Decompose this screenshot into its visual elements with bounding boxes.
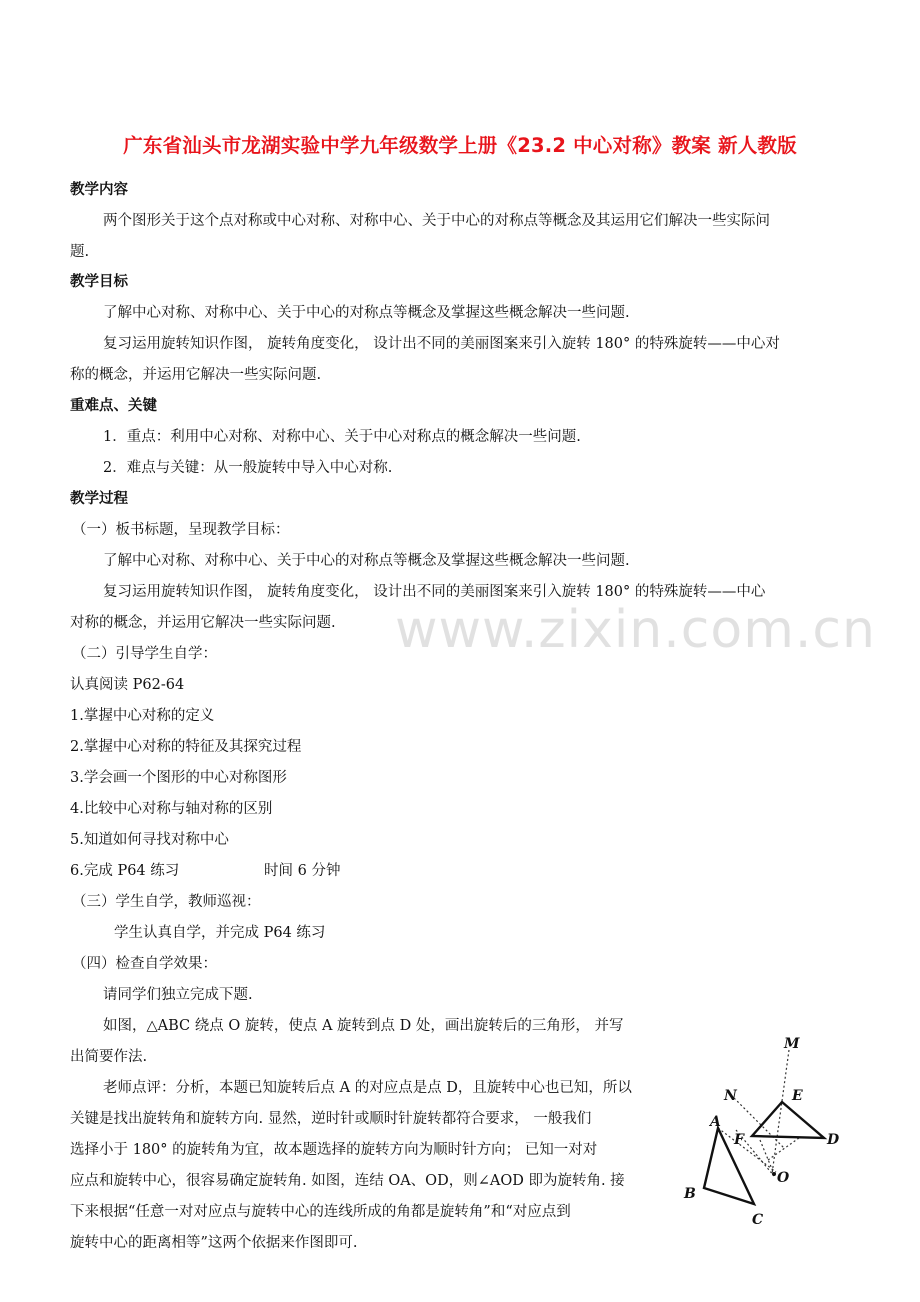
triangle-abc bbox=[704, 1128, 754, 1204]
paragraph-line: 旋转中心的距离相等”这两个依据来作图即可. bbox=[70, 1235, 358, 1251]
list-item: 6.完成 P64 练习 bbox=[70, 863, 180, 879]
paragraph-line: 学生认真自学，并完成 P64 练习 bbox=[114, 925, 326, 941]
paragraph-line: 两个图形关于这个点对称或中心对称、对称中心、关于中心的对称点等概念及其运用它们解决一些实际问 bbox=[103, 213, 770, 229]
paragraph-line: 2．难点与关键：从一般旋转中导入中心对称. bbox=[103, 460, 393, 476]
step-title: （二）引导学生自学： bbox=[72, 646, 217, 662]
list-item: 1.掌握中心对称的定义 bbox=[70, 708, 215, 724]
time-note: 时间 6 分钟 bbox=[264, 863, 341, 879]
list-item: 3.学会画一个图形的中心对称图形 bbox=[70, 770, 287, 786]
heading-teaching-content: 教学内容 bbox=[70, 182, 128, 198]
paragraph-line: 选择小于 180° 的旋转角为宜，故本题选择的旋转方向为顺时针方向； 已知一对对 bbox=[70, 1142, 598, 1158]
point-o bbox=[772, 1172, 776, 1176]
heading-teaching-goals: 教学目标 bbox=[70, 274, 128, 290]
paragraph-line: 如图，△ABC 绕点 O 旋转，使点 A 旋转到点 D 处，画出旋转后的三角形， 并写 bbox=[103, 1018, 624, 1034]
list-item: 4.比较中心对称与轴对称的区别 bbox=[70, 801, 273, 817]
list-item: 5.知道如何寻找对称中心 bbox=[70, 832, 229, 848]
heading-teaching-process: 教学过程 bbox=[70, 491, 128, 507]
paragraph-line: 了解中心对称、对称中心、关于中心的对称点等概念及掌握这些概念解决一些问题. bbox=[103, 305, 630, 321]
label-o: O bbox=[777, 1170, 790, 1186]
paragraph-line: 题. bbox=[70, 244, 90, 260]
step-title: （三）学生自学，教师巡视： bbox=[72, 894, 261, 910]
paragraph-line: 请同学们独立完成下题. bbox=[103, 987, 253, 1003]
heading-key-points: 重难点、关键 bbox=[70, 398, 157, 414]
step-title: （一）板书标题，呈现教学目标： bbox=[72, 522, 290, 538]
triangle-def bbox=[752, 1102, 824, 1138]
label-f: F bbox=[734, 1132, 744, 1148]
paragraph-line: 老师点评：分析，本题已知旋转后点 A 的对应点是点 D，且旋转中心也已知，所以 bbox=[103, 1080, 632, 1096]
paragraph-line: 认真阅读 P62-64 bbox=[70, 677, 185, 693]
label-n: N bbox=[724, 1088, 737, 1104]
paragraph-line: 对称的概念，并运用它解决一些实际问题. bbox=[70, 615, 336, 631]
paragraph-line: 关键是找出旋转角和旋转方向. 显然，逆时针或顺时针旋转都符合要求， 一般我们 bbox=[70, 1111, 592, 1127]
list-item: 2.掌握中心对称的特征及其探究过程 bbox=[70, 739, 302, 755]
paragraph-line: 下来根据“任意一对对应点与旋转中心的连线所成的角都是旋转角”和“对应点到 bbox=[70, 1204, 571, 1220]
paragraph-line: 1．重点：利用中心对称、对称中心、关于中心对称点的概念解决一些问题. bbox=[103, 429, 581, 445]
label-c: C bbox=[752, 1212, 764, 1228]
label-d: D bbox=[827, 1132, 840, 1148]
paragraph-line: 复习运用旋转知识作图， 旋转角度变化， 设计出不同的美丽图案来引入旋转 180° 的特殊旋转——中心 bbox=[103, 584, 766, 600]
paragraph-line: 应点和旋转中心，很容易确定旋转角. 如图，连结 OA、OD，则∠AOD 即为旋转角. 接 bbox=[70, 1173, 625, 1189]
paragraph-line: 复习运用旋转知识作图， 旋转角度变化， 设计出不同的美丽图案来引入旋转 180° 的特殊旋转——中心对 bbox=[103, 336, 780, 352]
paragraph-line: 称的概念，并运用它解决一些实际问题. bbox=[70, 367, 322, 383]
watermark: www.zixin.com.cn bbox=[395, 600, 876, 660]
step-title: （四）检查自学效果： bbox=[72, 956, 217, 972]
rotation-figure bbox=[676, 1026, 856, 1238]
paragraph-line: 出简要作法. bbox=[70, 1049, 148, 1065]
label-m: M bbox=[784, 1036, 800, 1052]
paragraph-line: 了解中心对称、对称中心、关于中心的对称点等概念及掌握这些概念解决一些问题. bbox=[103, 553, 630, 569]
label-e: E bbox=[792, 1088, 803, 1104]
label-a: A bbox=[710, 1114, 721, 1130]
label-b: B bbox=[684, 1186, 696, 1202]
document-title: 广东省汕头市龙湖实验中学九年级数学上册《23.2 中心对称》教案 新人教版 bbox=[123, 134, 797, 157]
